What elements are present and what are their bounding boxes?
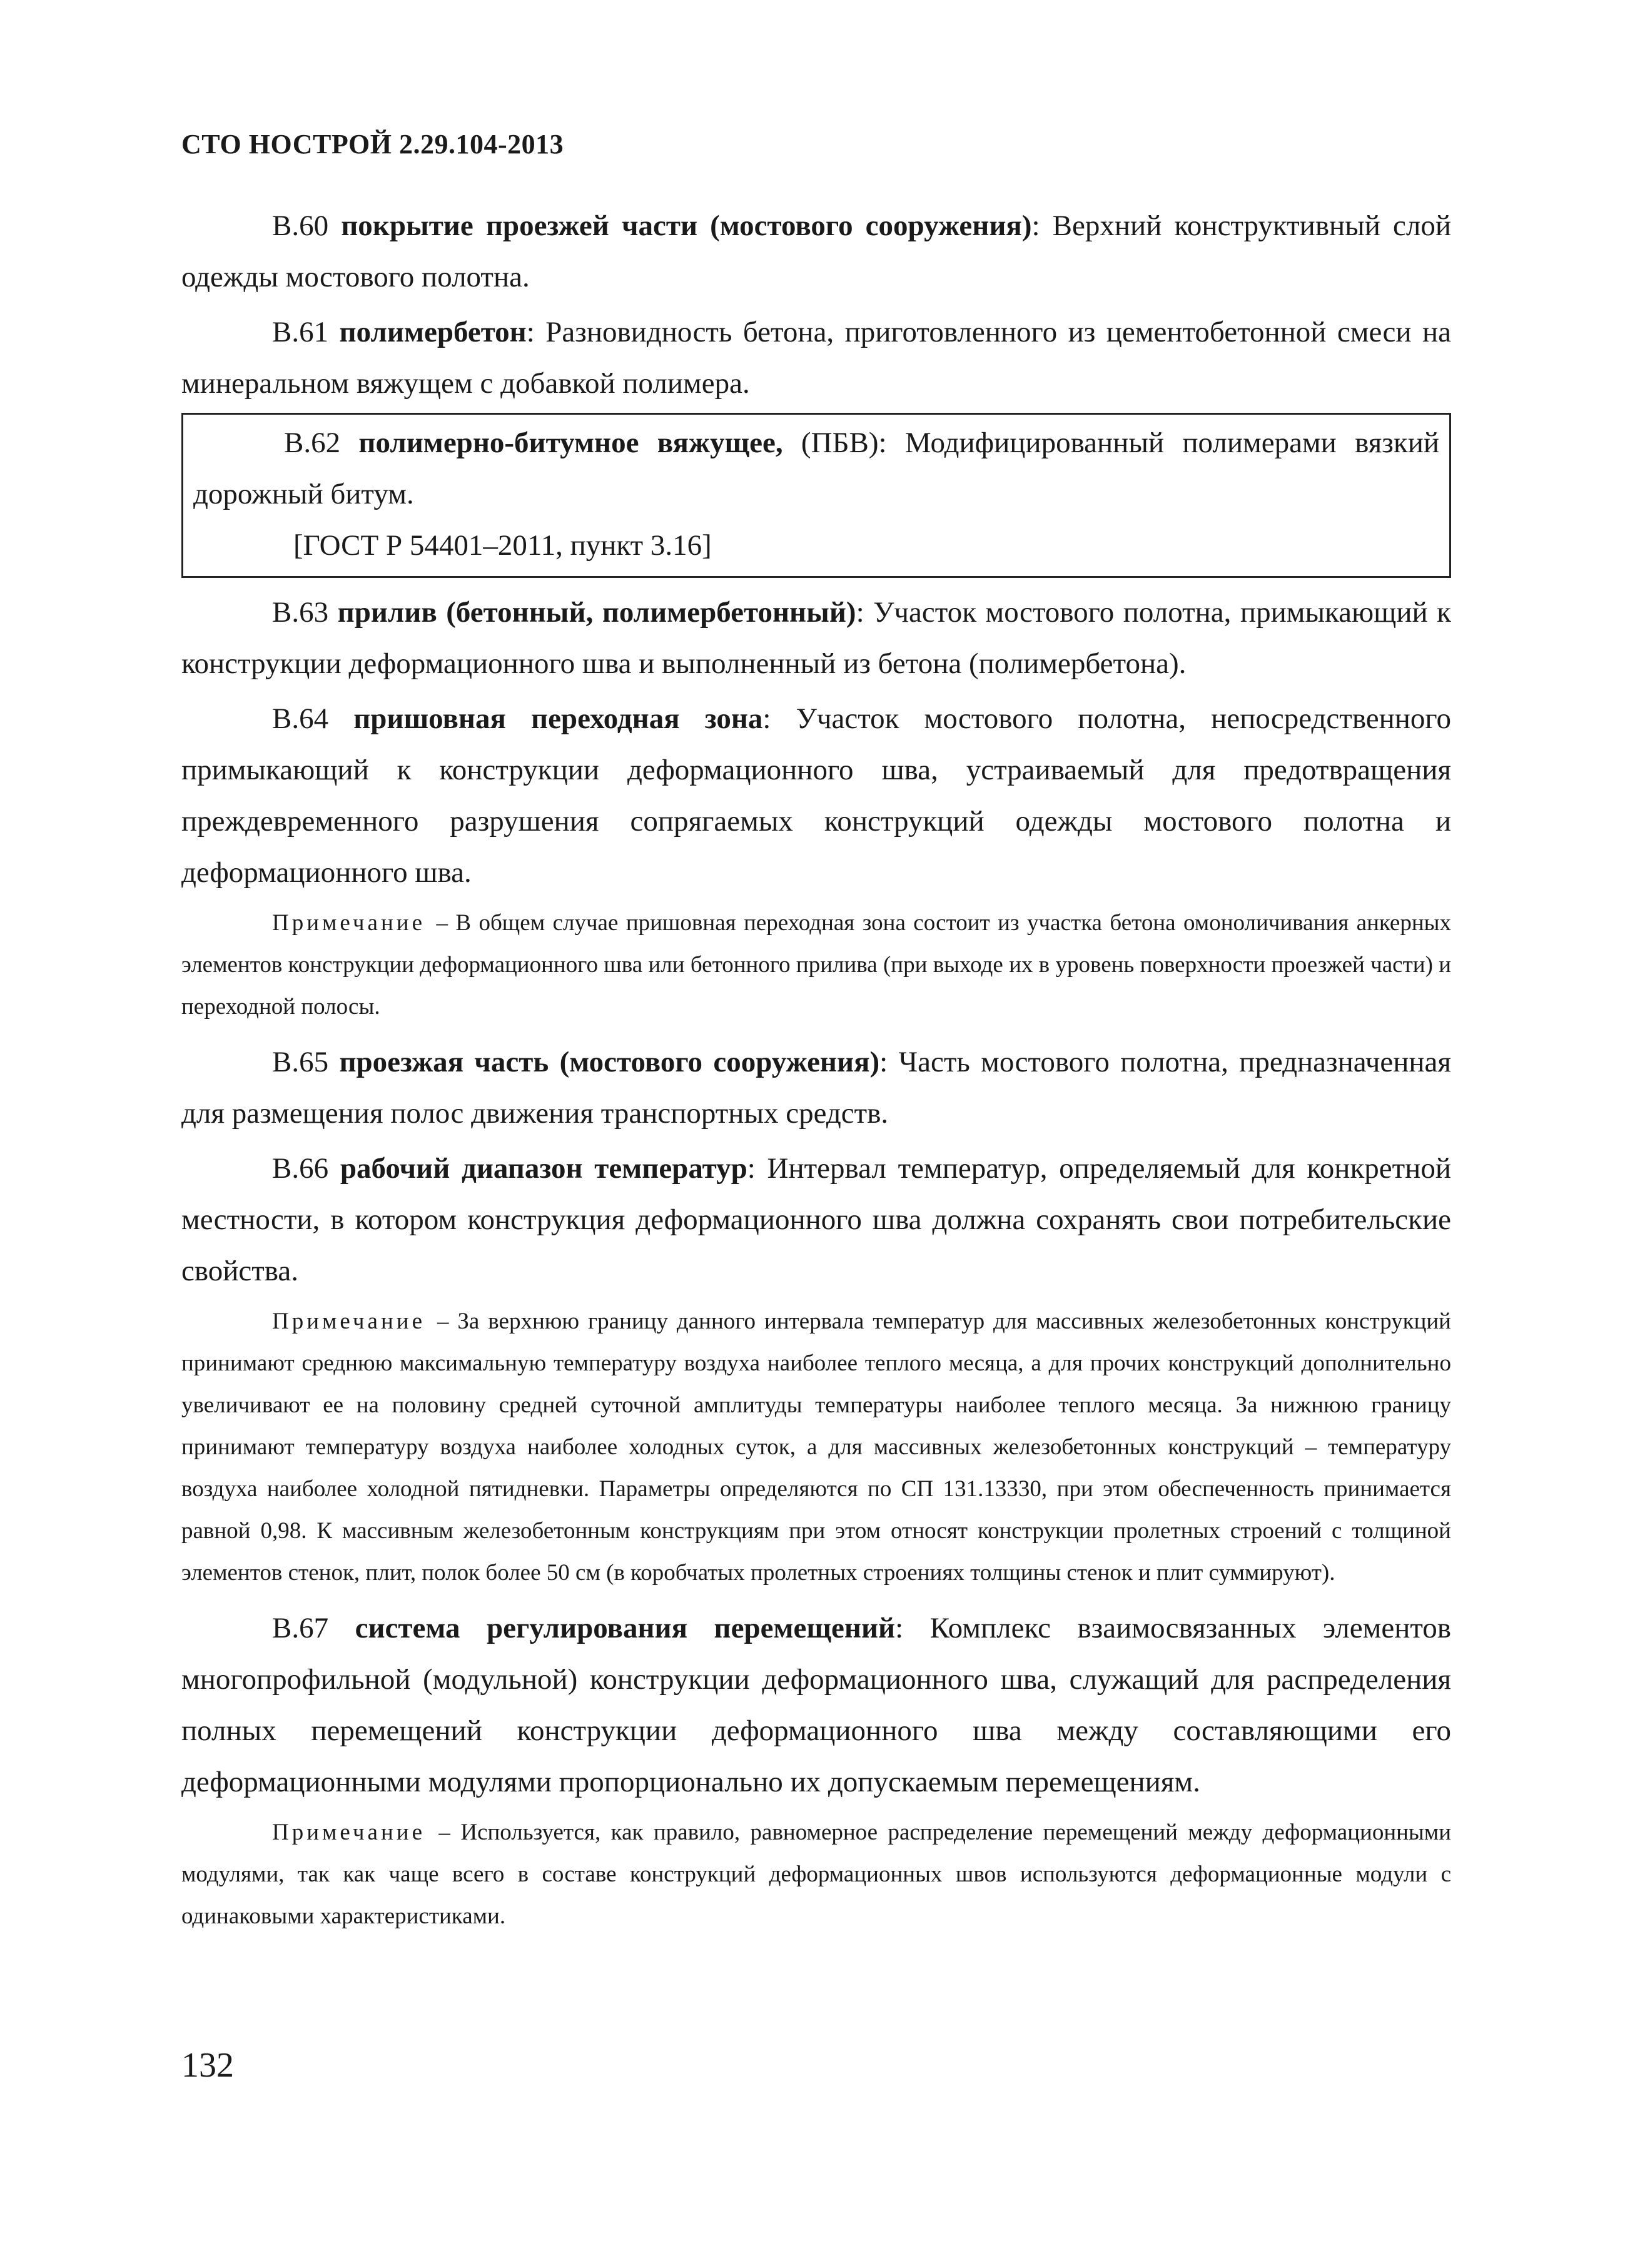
entry-b66 bbox=[181, 1143, 1451, 1297]
entry-term: прилив (бетонный, полимербетонный) bbox=[337, 596, 856, 629]
note-text: – В общем случае пришовная переходная зона состоит из участка бетона омоноличивания анкерных элементов конструкции деформационного шва или бетонного прилива (при выходе их в уровень поверхности проезжей части) и переходной полосы. bbox=[181, 910, 1452, 1020]
source-reference: [ГОСТ Р 54401–2011, пункт 3.16] bbox=[293, 529, 712, 562]
entry-b63 bbox=[181, 587, 1451, 689]
entry-definition: : Разновидность бетона, приготовленного из цементобетонной смеси на минеральном вяжущем с добавкой полимера. bbox=[181, 316, 1451, 400]
entry-number: В.66 bbox=[272, 1152, 340, 1185]
entry-number: В.60 bbox=[272, 210, 342, 242]
entry-b61 bbox=[181, 306, 1451, 409]
entry-term: рабочий диапазон температур bbox=[340, 1152, 747, 1185]
entry-definition: : Верхний конструктивный слой одежды мостового полотна. bbox=[181, 210, 1451, 293]
note-text: – Используется, как правило, равномерное распределение перемещений между деформационными модулями, так как чаще всего в составе конструкций деформационных швов используются деформационные модули с одинаковыми характеристиками. bbox=[181, 1820, 1451, 1929]
entry-definition: : Участок мостового полотна, непосредственного примыкающий к конструкции деформационного шва, устраиваемый для предотвращения преждевременного разрушения сопрягаемых конструкций одежды мостового полотна и деформационного шва. bbox=[181, 702, 1452, 889]
entry-term: покрытие проезжей части (мостового сооружения) bbox=[341, 210, 1032, 242]
entry-b65 bbox=[181, 1036, 1451, 1139]
entry-definition: : Комплекс взаимосвязанных элементов многопрофильной (модульной) конструкции деформационного шва, служащий для распределения полных перемещений конструкции деформационного шва между составляющими его деформационными модулями пропорционально их допускаемым перемещениям. bbox=[181, 1612, 1451, 1798]
note-text: – За верхнюю границу данного интервала температур для массивных железобетонных конструкций принимают среднюю максимальную температуру воздуха наиболее теплого месяца, а для прочих конструкций дополнительно увеличивают ее на половину средней суточной амплитуды температуры наиболее теплого месяца. За нижнюю границу принимают температуру воздуха наиболее холодных суток, а для массивных железобетонных конструкций – температуру воздуха наиболее холодной пятидневки. Параметры определяются по СП 131.13330, при этом обеспеченность принимается равной 0,98. К массивным железобетонным конструкциям при этом относят конструкции пролетных строений с толщиной элементов стенок, плит, полок более 50 см (в коробчатых пролетных строениях толщины стенок и плит суммируют). bbox=[181, 1309, 1451, 1586]
entry-number: В.67 bbox=[272, 1612, 355, 1644]
page-content bbox=[181, 200, 1451, 1946]
entry-term: полимерно-битумное вяжущее, bbox=[358, 427, 783, 459]
note-label: Примечание bbox=[272, 1309, 437, 1334]
entry-number: В.64 bbox=[272, 702, 354, 735]
entry-definition: : Интервал температур, определяемый для конкретной местности, в котором конструкция деформационного шва должна сохранять свои потребительские свойства. bbox=[181, 1152, 1451, 1287]
entry-definition: (ПБВ): Модифицированный полимерами вязкий дорожный битум. bbox=[193, 427, 1439, 510]
note-b64 bbox=[181, 902, 1451, 1028]
entry-number: В.63 bbox=[272, 596, 338, 629]
entry-term: пришовная переходная зона bbox=[353, 702, 763, 735]
note-b67 bbox=[181, 1811, 1451, 1937]
entry-b62 bbox=[193, 417, 1439, 520]
entry-definition: : Часть мостового полотна, предназначенная для размещения полос движения транспортных средств. bbox=[181, 1046, 1451, 1130]
boxed-entry-b62 bbox=[181, 413, 1451, 578]
entry-term: проезжая часть (мостового сооружения) bbox=[339, 1046, 880, 1078]
note-label: Примечание bbox=[272, 910, 437, 936]
entry-number: В.65 bbox=[272, 1046, 340, 1078]
entry-b67 bbox=[181, 1602, 1451, 1808]
entry-number: В.62 bbox=[284, 427, 359, 459]
page-number: 132 bbox=[181, 2046, 234, 2085]
document-code-header: СТО НОСТРОЙ 2.29.104-2013 bbox=[181, 129, 564, 159]
note-label: Примечание bbox=[272, 1820, 439, 1845]
entry-b60 bbox=[181, 200, 1451, 303]
entry-term: полимербетон bbox=[339, 316, 527, 348]
entry-b64 bbox=[181, 693, 1451, 898]
note-b66 bbox=[181, 1300, 1451, 1594]
entry-number: В.61 bbox=[272, 316, 340, 348]
entry-term: система регулирования перемещений bbox=[355, 1612, 896, 1644]
entry-definition: : Участок мостового полотна, примыкающий к конструкции деформационного шва и выполненный из бетона (полимербетона). bbox=[181, 596, 1451, 680]
